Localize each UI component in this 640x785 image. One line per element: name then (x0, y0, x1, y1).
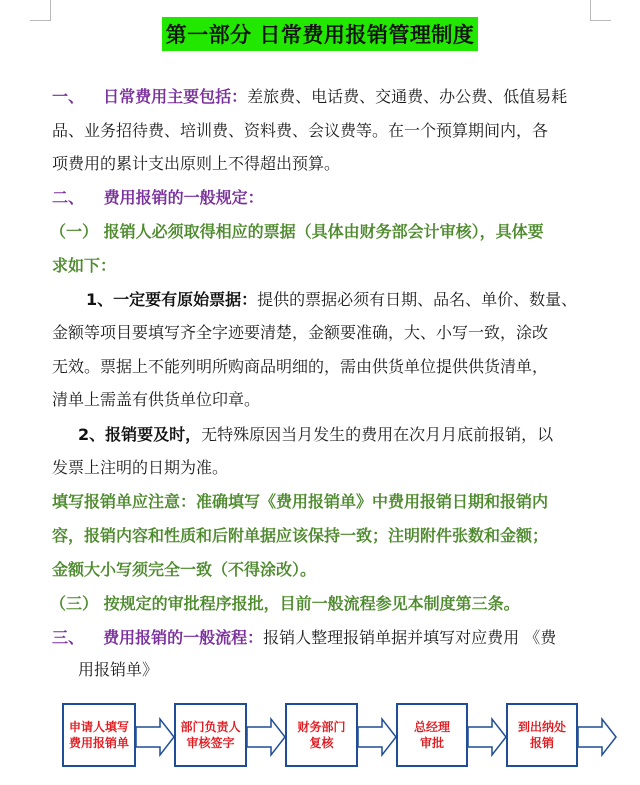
flow-step-1-line1: 申请人填写 (68, 720, 129, 734)
section3-line2: 用报销单》 (78, 660, 159, 679)
flow-step-4 (396, 703, 468, 767)
item1-line3: 无效。票据上不能列明所购商品明细的，需由供货单位提供供货清单， (52, 357, 549, 376)
section3-line1 (52, 628, 556, 648)
flow-arrow-3 (358, 719, 396, 755)
section2-line (52, 188, 264, 208)
section1-number: 一、 (52, 87, 85, 106)
flow-step-4-line2: 审批 (419, 736, 444, 750)
flow-arrow-1 (136, 719, 174, 755)
section1-line2: 品、业务招待费、培训费、资料费、会议费等。在一个预算期间内，各 (52, 121, 549, 140)
section2-number: 二、 (52, 188, 85, 207)
section2-heading: 费用报销的一般规定： (103, 188, 264, 207)
section1-text-1: 差旅费、电话费、交通费、办公费、低值易耗 (247, 87, 568, 106)
flow-step-5-line1: 到出纳处 (517, 720, 566, 734)
section2a-line2: 求如下： (52, 256, 117, 275)
section1-line1 (52, 87, 567, 107)
flow-arrow-5 (578, 719, 616, 755)
section1-line3: 项费用的累计支出原则上不得超出预算。 (52, 154, 341, 173)
flow-step-2-line1: 部门负责人 (180, 720, 241, 734)
note-line3: 金额大小写须完全一致（不得涂改）。 (52, 560, 317, 579)
item2-lead: 2、报销要及时， (78, 425, 202, 444)
section3-number: 三、 (52, 628, 85, 647)
item1-lead: 1、一定要有原始票据： (86, 290, 258, 309)
flow-step-2-line2: 审核签字 (186, 736, 235, 750)
item2-line1 (78, 425, 553, 445)
flow-step-1 (62, 703, 136, 767)
flow-step-5 (506, 703, 578, 767)
flow-step-1-line2: 费用报销单 (68, 736, 129, 750)
item1-line1 (86, 290, 577, 310)
flow-step-3-line1: 财务部门 (297, 720, 346, 734)
note-line1: 填写报销单应注意：准确填写《费用报销单》中费用报销日期和报销内 (52, 492, 549, 511)
title-wrap (0, 17, 640, 51)
section2a-line1: （一） 报销人必须取得相应的票据（具体由财务部会计审核），具体要 (50, 222, 544, 241)
item2-line2: 发票上注明的日期为准。 (52, 458, 229, 477)
section3-text-1: 报销人整理报销单据并填写对应费用 《费 (263, 628, 557, 647)
flow-step-5-line2: 报销 (529, 736, 554, 750)
flow-step-3 (285, 703, 358, 767)
flow-arrow-4 (468, 719, 506, 755)
flow-step-3-line2: 复核 (309, 736, 334, 750)
section1-heading: 日常费用主要包括： (103, 87, 248, 106)
section2b-line1: （三） 按规定的审批程序报批，目前一般流程参见本制度第三条。 (50, 594, 520, 613)
flow-step-2 (174, 703, 247, 767)
item1-line2: 金额等项目要填写齐全字迹要清楚，金额要准确，大、小写一致，涂改 (52, 323, 549, 342)
item1-text-1: 提供的票据必须有日期、品名、单价、数量、 (257, 290, 578, 309)
item2-text-1: 无特殊原因当月发生的费用在次月月底前报销，以 (201, 425, 554, 444)
flow-arrow-2 (247, 719, 285, 755)
note-line2: 容，报销内容和性质和后附单据应该保持一致；注明附件张数和金额； (52, 526, 549, 545)
section3-heading: 费用报销的一般流程： (103, 628, 264, 647)
flow-step-4-line1: 总经理 (413, 720, 450, 734)
document-title: 第一部分 日常费用报销管理制度 (162, 17, 479, 51)
item1-line4: 清单上需盖有供货单位印章。 (52, 390, 261, 409)
